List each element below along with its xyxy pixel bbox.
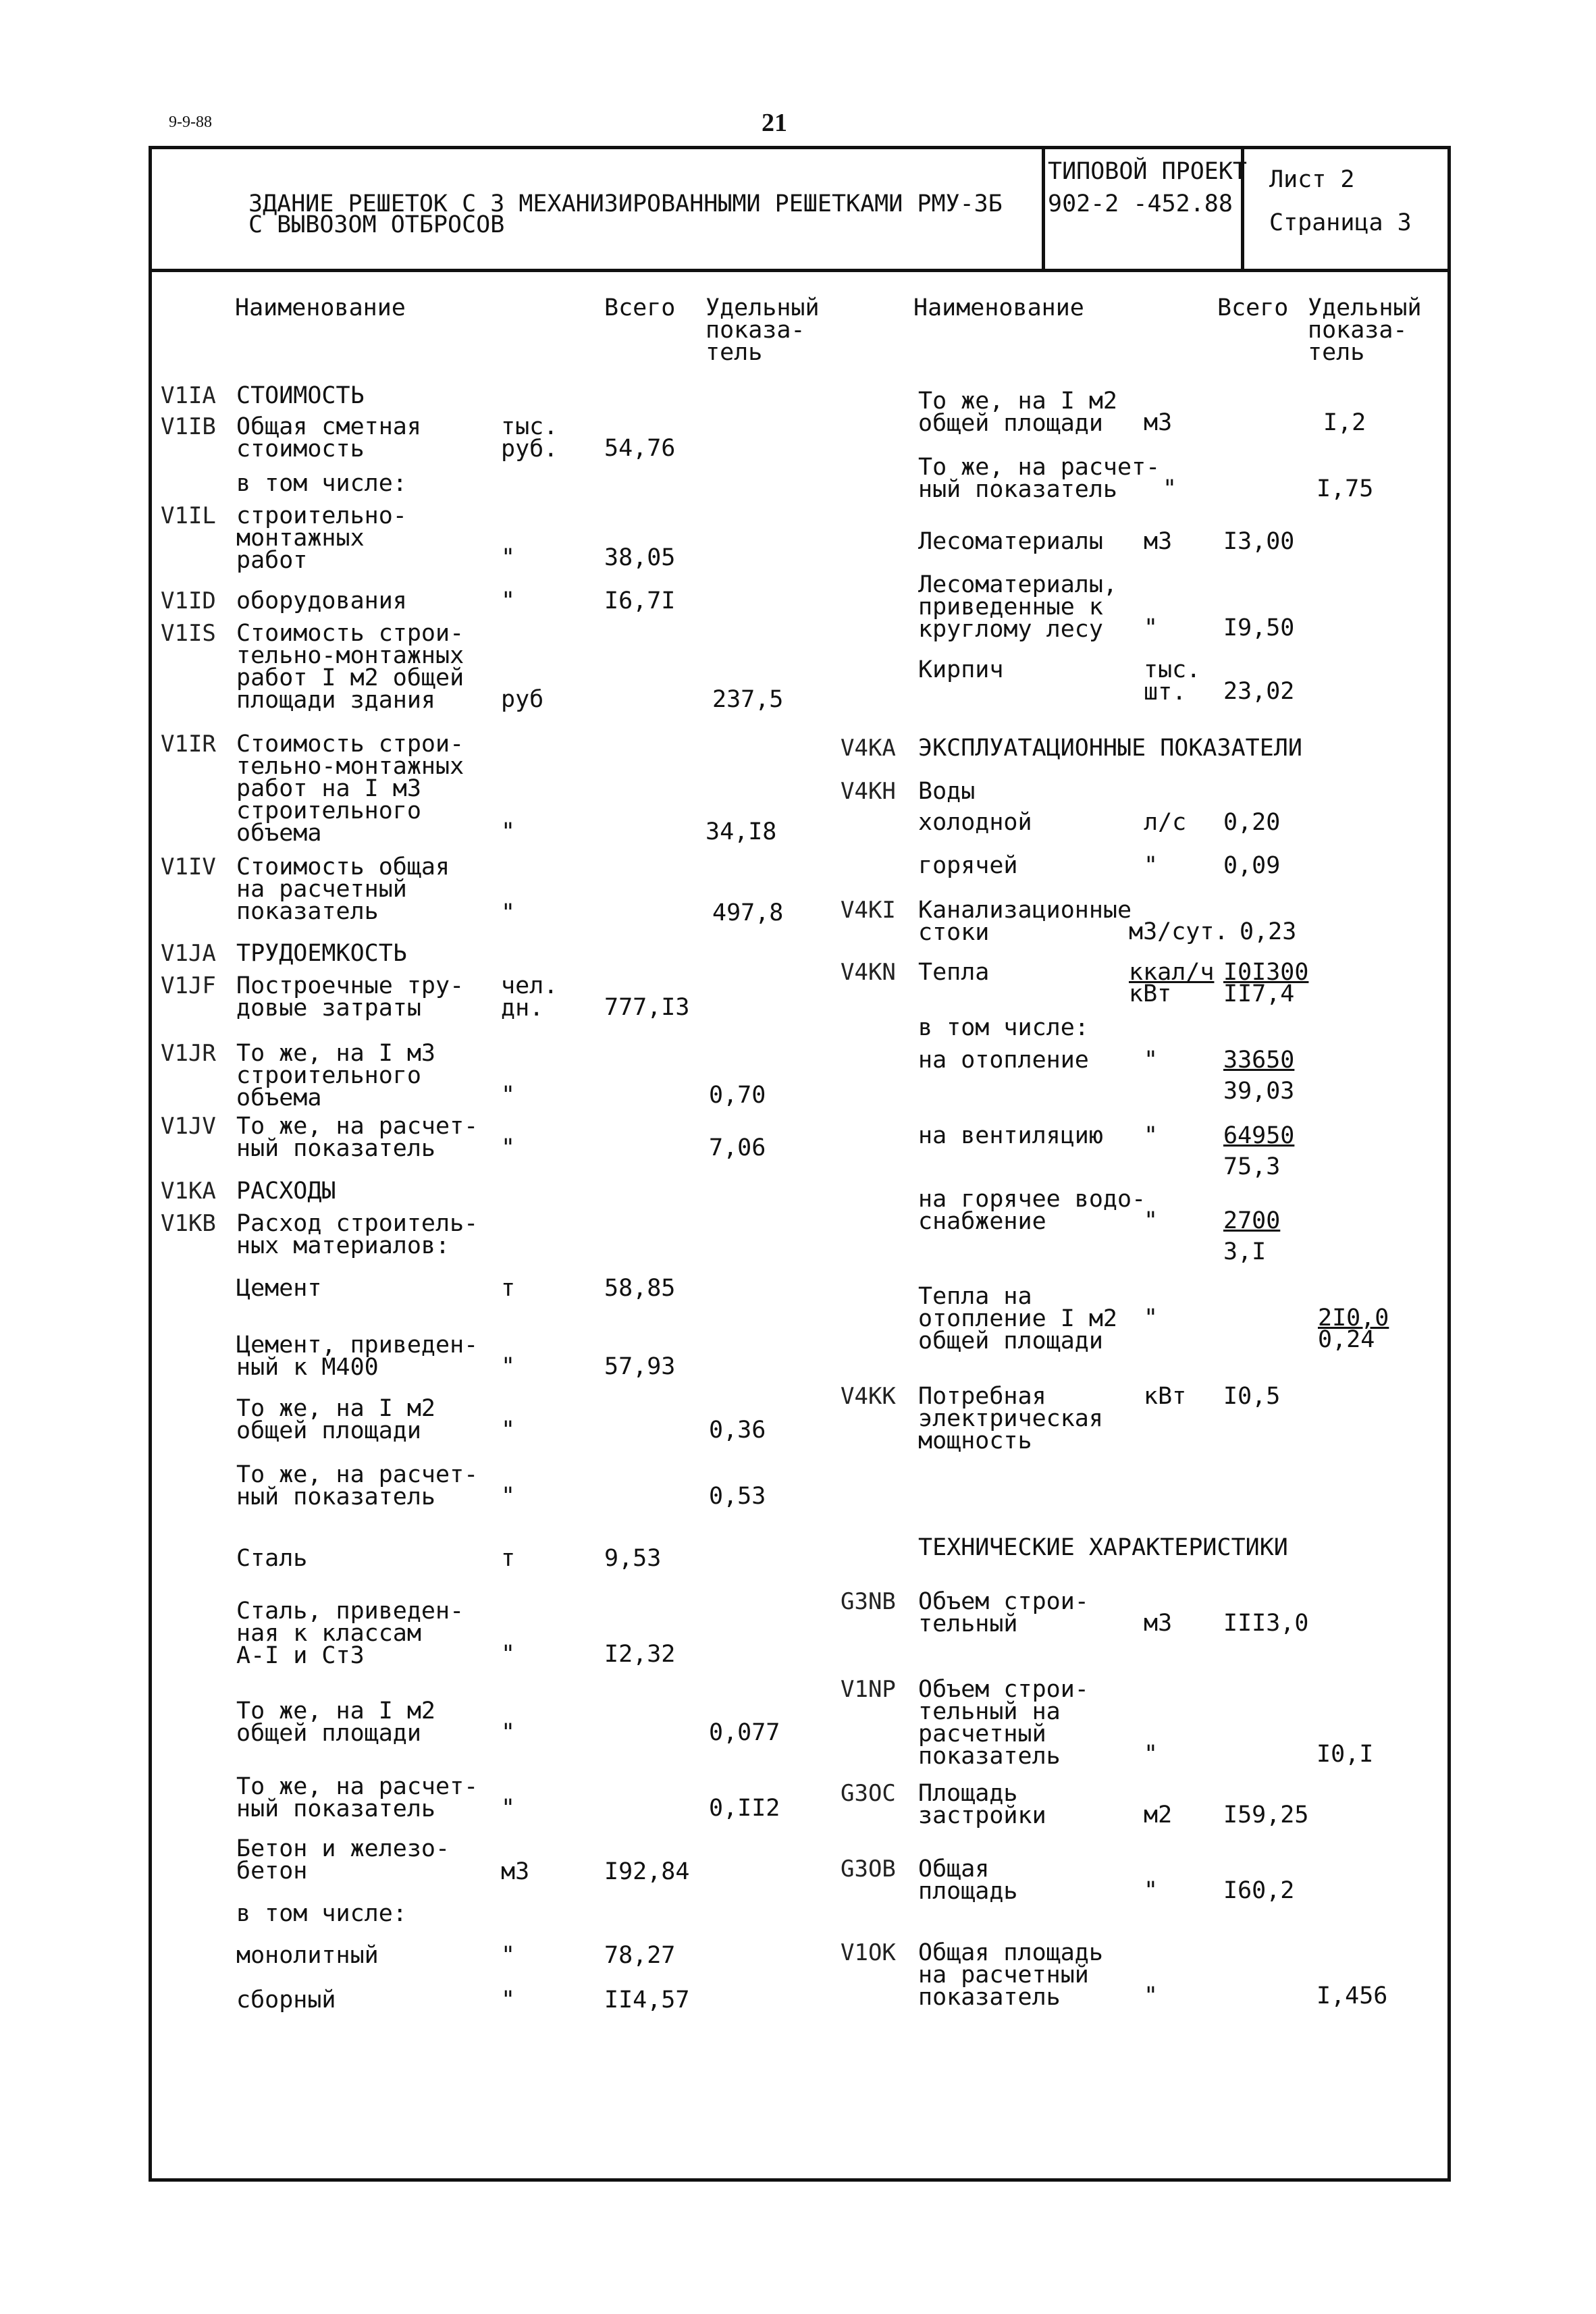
row-name: в том числе: bbox=[236, 1900, 407, 1927]
unit: " bbox=[1144, 614, 1159, 641]
row-name: на горячее водо- снабжение bbox=[918, 1186, 1146, 1235]
project-number: 902-2 -452.88 bbox=[1048, 190, 1233, 217]
unit: " bbox=[501, 1795, 516, 1822]
specific-value: 34,I8 bbox=[706, 818, 777, 845]
unit: м2 bbox=[1144, 1802, 1173, 1829]
code: V1KB bbox=[161, 1210, 216, 1237]
code: V4KK bbox=[841, 1383, 896, 1410]
specific-value: I,456 bbox=[1316, 1982, 1388, 2009]
total-value: I0I300 bbox=[1223, 959, 1309, 986]
row-name: Цемент, приведен- ный к М400 bbox=[236, 1332, 479, 1381]
code: V4KH bbox=[841, 778, 896, 805]
code: V4KA bbox=[841, 735, 896, 762]
row-name: оборудования bbox=[236, 587, 407, 614]
row-name: в том числе: bbox=[918, 1014, 1089, 1041]
row-name: СТОИМОСТЬ bbox=[236, 382, 365, 409]
unit: руб bbox=[501, 686, 544, 713]
header-total-right: Всего bbox=[1217, 294, 1289, 321]
total-value: 57,93 bbox=[604, 1353, 676, 1380]
row-name: То же, на расчет- ный показатель bbox=[236, 1113, 479, 1162]
row-name: Объем строи- тельный bbox=[918, 1588, 1089, 1637]
code: V1JF bbox=[161, 972, 216, 999]
row-name: строительно- монтажных работ bbox=[236, 502, 407, 574]
total-value: 9,53 bbox=[604, 1545, 662, 1572]
title-line-2: С ВЫВОЗОМ ОТБРОСОВ bbox=[248, 211, 505, 238]
unit: " bbox=[1163, 475, 1177, 502]
row-name: То же, на расчет- ный показатель bbox=[236, 1461, 479, 1510]
code: V1JR bbox=[161, 1040, 216, 1067]
total-value: 2700 bbox=[1223, 1207, 1281, 1234]
total-value: 75,3 bbox=[1223, 1153, 1281, 1180]
total-value: 0,20 bbox=[1223, 809, 1281, 836]
unit: " bbox=[1144, 1982, 1159, 2009]
unit: м3 bbox=[501, 1858, 530, 1885]
row-name: Тепла bbox=[918, 959, 990, 986]
specific-value: 7,06 bbox=[709, 1134, 766, 1161]
specific-value: 0,24 bbox=[1318, 1326, 1375, 1353]
row-name: Цемент bbox=[236, 1275, 322, 1302]
unit: " bbox=[501, 1987, 516, 2014]
row-name: То же, на I м3 строительного объема bbox=[236, 1040, 436, 1111]
total-value: 39,03 bbox=[1223, 1078, 1295, 1105]
code: V1IL bbox=[161, 502, 216, 529]
total-value: I2,32 bbox=[604, 1641, 676, 1668]
document-code: 9-9-88 bbox=[169, 113, 212, 131]
total-value: 38,05 bbox=[604, 544, 676, 571]
row-name: Кирпич bbox=[918, 656, 1004, 683]
code: V1KA bbox=[161, 1178, 216, 1205]
row-name: Бетон и железо- бетон bbox=[236, 1835, 450, 1885]
unit: " bbox=[501, 1134, 516, 1161]
specific-value: I,2 bbox=[1323, 409, 1366, 436]
unit: " bbox=[501, 587, 516, 614]
row-name: Расход строитель- ных материалов: bbox=[236, 1210, 479, 1259]
row-name: Построечные тру- довые затраты bbox=[236, 972, 464, 1022]
total-value: 58,85 bbox=[604, 1275, 676, 1302]
title-block-separator-1 bbox=[1042, 146, 1045, 270]
code: V4KI bbox=[841, 897, 896, 924]
unit: м3 bbox=[1144, 528, 1173, 555]
unit: " bbox=[501, 1353, 516, 1380]
row-name: Площадь застройки bbox=[918, 1780, 1046, 1829]
row-name: Потребная электрическая мощность bbox=[918, 1383, 1103, 1454]
row-name: То же, на I м2 общей площади bbox=[236, 1395, 436, 1444]
total-value: 0,23 bbox=[1240, 918, 1297, 945]
row-name: Общая площадь на расчетный показатель bbox=[918, 1939, 1103, 2011]
unit: " bbox=[1144, 1741, 1159, 1768]
header-specific-right: Удельный показа- тель bbox=[1308, 294, 1422, 366]
total-value: 78,27 bbox=[604, 1942, 676, 1969]
total-value: 64950 bbox=[1223, 1122, 1295, 1149]
project-label: ТИПОВОЙ ПРОЕКТ bbox=[1048, 158, 1248, 185]
row-name: То же, на I м2 общей площади bbox=[918, 388, 1118, 437]
specific-value: 0,53 bbox=[709, 1483, 766, 1510]
title-block-divider bbox=[149, 269, 1451, 272]
page-number: 21 bbox=[762, 109, 787, 137]
code: V1IV bbox=[161, 853, 216, 880]
specific-value: I,75 bbox=[1316, 475, 1374, 502]
sheet-number: Лист 2 bbox=[1269, 166, 1355, 193]
unit: м3/сут. bbox=[1129, 918, 1229, 945]
specific-value: 0,077 bbox=[709, 1719, 780, 1746]
unit: " bbox=[501, 818, 516, 845]
unit: т bbox=[501, 1545, 516, 1572]
total-value: II7,4 bbox=[1223, 980, 1295, 1007]
code: G3NB bbox=[841, 1588, 896, 1615]
code: V1IA bbox=[161, 382, 216, 409]
row-name: Воды bbox=[918, 778, 976, 805]
row-name: холодной bbox=[918, 809, 1032, 836]
row-name: Стоимость общая на расчетный показатель bbox=[236, 853, 450, 925]
unit: " bbox=[501, 899, 516, 926]
row-name: РАСХОДЫ bbox=[236, 1178, 336, 1205]
row-name: на вентиляцию bbox=[918, 1122, 1103, 1149]
code: V1IS bbox=[161, 620, 216, 647]
unit: " bbox=[1144, 852, 1159, 879]
header-total-left: Всего bbox=[604, 294, 676, 321]
total-value: I60,2 bbox=[1223, 1877, 1295, 1904]
row-name: Объем строи- тельный на расчетный показатель bbox=[918, 1676, 1089, 1770]
row-name: сборный bbox=[236, 1987, 336, 2014]
page-label: Страница 3 bbox=[1269, 209, 1412, 236]
unit: " bbox=[501, 1483, 516, 1510]
row-name: монолитный bbox=[236, 1942, 379, 1969]
row-name: Стоимость строи- тельно-монтажных работ на I м3 строительного объема bbox=[236, 731, 464, 847]
unit: " bbox=[1144, 1047, 1159, 1074]
row-name: ЭКСПЛУАТАЦИОННЫЕ ПОКАЗАТЕЛИ bbox=[918, 735, 1302, 762]
code: V1ID bbox=[161, 587, 216, 614]
specific-value: 0,II2 bbox=[709, 1795, 780, 1822]
specific-value: 0,36 bbox=[709, 1417, 766, 1444]
total-value: I3,00 bbox=[1223, 528, 1295, 555]
row-name: на отопление bbox=[918, 1047, 1089, 1074]
unit: " bbox=[501, 1942, 516, 1969]
specific-value: 497,8 bbox=[712, 899, 784, 926]
specific-value: 2I0,0 bbox=[1318, 1305, 1389, 1332]
total-value: 54,76 bbox=[604, 435, 676, 462]
code: V4KN bbox=[841, 959, 896, 986]
specific-value: 237,5 bbox=[712, 686, 784, 713]
total-value: 23,02 bbox=[1223, 678, 1295, 705]
unit: кВт bbox=[1129, 980, 1172, 1007]
unit: " bbox=[1144, 1877, 1159, 1904]
unit: кВт bbox=[1144, 1383, 1187, 1410]
total-value: 777,I3 bbox=[604, 994, 690, 1021]
code: V1JV bbox=[161, 1113, 216, 1140]
code: V1OK bbox=[841, 1939, 896, 1966]
title-line-1: ЗДАНИЕ РЕШЕТОК С 3 МЕХАНИЗИРОВАННЫМИ РЕШЕТКАМИ РМУ-3Б bbox=[248, 190, 1003, 217]
code: V1IR bbox=[161, 731, 216, 758]
row-name: Лесоматериалы bbox=[918, 528, 1103, 555]
specific-value: 0,70 bbox=[709, 1082, 766, 1109]
total-value: II4,57 bbox=[604, 1987, 690, 2014]
unit: " bbox=[1144, 1122, 1159, 1149]
row-name: То же, на расчет- ный показатель bbox=[918, 454, 1161, 503]
unit: " bbox=[501, 1719, 516, 1746]
row-name: То же, на I м2 общей площади bbox=[236, 1698, 436, 1747]
total-value: I9,50 bbox=[1223, 614, 1295, 641]
row-name: ТЕХНИЧЕСКИЕ ХАРАКТЕРИСТИКИ bbox=[918, 1534, 1288, 1561]
unit: " bbox=[501, 544, 516, 571]
specific-value: I0,I bbox=[1316, 1741, 1374, 1768]
header-name-right: Наименование bbox=[913, 294, 1084, 321]
row-name: Сталь, приведен- ная к классам А-I и Ст3 bbox=[236, 1598, 464, 1669]
header-specific-left: Удельный показа- тель bbox=[706, 294, 820, 366]
code: G3OC bbox=[841, 1780, 896, 1807]
total-value: I6,7I bbox=[604, 587, 676, 614]
row-name: Лесоматериалы, приведенные к круглому лесу bbox=[918, 571, 1118, 643]
unit: тыс. руб. bbox=[501, 413, 558, 463]
unit: " bbox=[501, 1082, 516, 1109]
row-name: Общая площадь bbox=[918, 1856, 1018, 1905]
row-name: Канализационные стоки bbox=[918, 897, 1132, 946]
unit: " bbox=[1144, 1207, 1159, 1234]
unit: " bbox=[501, 1417, 516, 1444]
code: V1JA bbox=[161, 940, 216, 967]
total-value: 33650 bbox=[1223, 1047, 1295, 1074]
total-value: 3,I bbox=[1223, 1238, 1267, 1265]
total-value: III3,0 bbox=[1223, 1610, 1309, 1637]
total-value: 0,09 bbox=[1223, 852, 1281, 879]
row-name: ТРУДОЕМКОСТЬ bbox=[236, 940, 407, 967]
unit: ккал/ч bbox=[1129, 959, 1215, 986]
unit: тыс. шт. bbox=[1144, 656, 1201, 706]
row-name: горячей bbox=[918, 852, 1018, 879]
total-value: I59,25 bbox=[1223, 1802, 1309, 1829]
unit: м3 bbox=[1144, 1610, 1173, 1637]
row-name: То же, на расчет- ный показатель bbox=[236, 1773, 479, 1822]
unit: " bbox=[1144, 1305, 1159, 1332]
row-name: Общая сметная стоимость bbox=[236, 413, 421, 463]
code: G3OB bbox=[841, 1856, 896, 1883]
total-value: I92,84 bbox=[604, 1858, 690, 1885]
unit: чел. дн. bbox=[501, 972, 558, 1022]
unit: т bbox=[501, 1275, 516, 1302]
row-name: Тепла на отопление I м2 общей площади bbox=[918, 1283, 1118, 1355]
row-name: Стоимость строи- тельно-монтажных работ I м2 общей площади здания bbox=[236, 620, 464, 714]
total-value: I0,5 bbox=[1223, 1383, 1281, 1410]
code: V1NP bbox=[841, 1676, 896, 1703]
code: V1IB bbox=[161, 413, 216, 440]
row-name: Сталь bbox=[236, 1545, 308, 1572]
unit: л/с bbox=[1144, 809, 1187, 836]
unit: " bbox=[501, 1641, 516, 1668]
row-name: в том числе: bbox=[236, 470, 407, 497]
header-name-left: Наименование bbox=[235, 294, 406, 321]
unit: м3 bbox=[1144, 409, 1173, 436]
